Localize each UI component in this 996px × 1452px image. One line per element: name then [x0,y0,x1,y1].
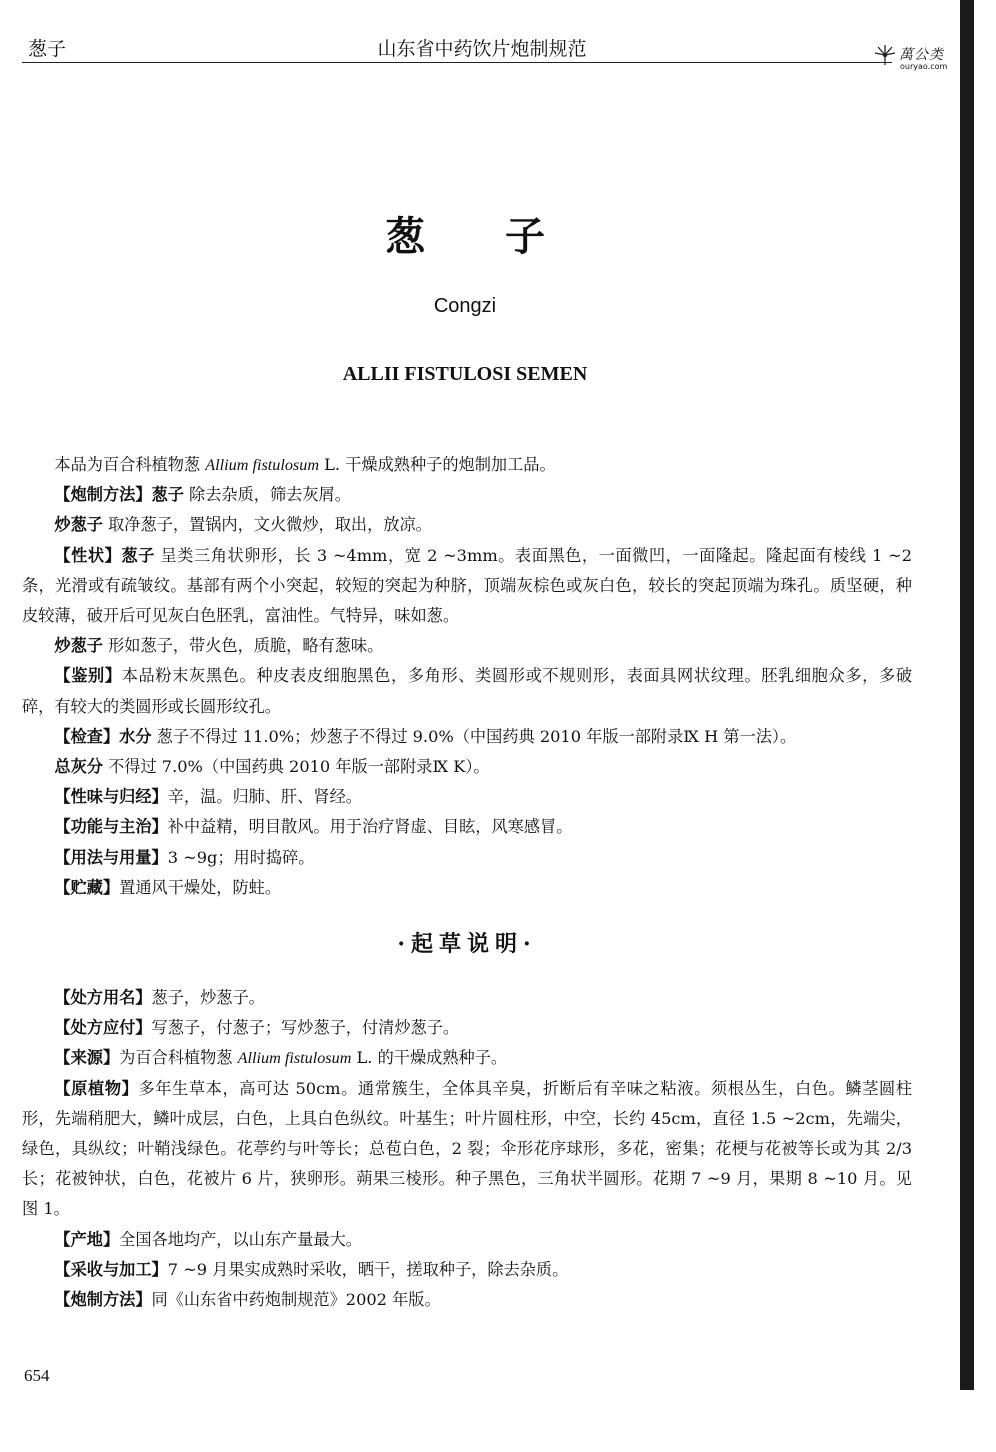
characteristics: 【性状】葱子 呈类三角状卵形，长 3 ~4mm，宽 2 ~3mm。表面黑色，一面微凹，一面隆起。隆起面有棱线 1 ~2 条，光滑或有疏皱纹。基部有两个小突起，较短的突起为种脐，顶端灰棕色或灰白色，较长的突起顶端为珠孔。质坚硬，种皮较薄，破开后可见灰白色胚乳，富油性。气特异，味如葱。 [22,545,913,626]
pinyin-name: Congzi [433,295,497,317]
harvest-processing: 【采收与加工】7 ~9 月果实成熟时采收，晒干，搓取种子，除去杂质。 [54,1259,569,1279]
header-book-title: 山东省中药饮片炮制规范 [377,38,587,60]
storage: 【贮藏】置通风干燥处，防蛀。 [54,877,282,897]
source: 【来源】为百合科植物葱 Allium fistulosum L. 的干燥成熟种子。 [54,1048,508,1068]
monograph-body [22,450,912,1315]
inspection-moisture: 【检查】水分 葱子不得过 11.0%；炒葱子不得过 9.0%（中国药典 2010 年版一部附录Ⅸ H 第一法）。 [54,726,797,746]
logo-url: ouryao.com [900,62,948,71]
usage-dosage: 【用法与用量】3 ~9g；用时捣碎。 [54,847,315,867]
page-number: 654 [24,1366,50,1385]
original-plant: 【原植物】多年生草本，高可达 50cm。通常簇生，全体具辛臭，折断后有辛味之粘液。须根丛生，白色。鳞茎圆柱形，先端稍肥大，鳞叶成层，白色，上具白色纵纹。叶基生；叶片圆柱形，中空，长约 45cm，直径 1.5 ~2cm，先端尖，绿色，具纵纹；叶鞘浅绿色。花葶约与叶等长；总苞白色，2 裂；伞形花序球形，多花，密集；花梗与花被等长或为其 2/3 长；花被钟状，白色，花被片 6 片，狭卵形。蒴果三棱形。种子黑色，三角状半圆形。花期 7 ~9 月，果期 8 ~10 月。见图 1。 [22,1078,913,1219]
nature-meridian: 【性味与归经】辛，温。归肺、肝、肾经。 [54,787,362,807]
latin-name: ALLII FISTULOSI SEMEN [342,363,588,385]
flower-logo-icon [874,44,896,66]
publisher-logo [874,40,964,80]
identification: 【鉴别】本品粉末灰黑色。种皮表皮细胞黑色，多角形、类圆形或不规则形，表面具网状纹理。胚乳细胞众多，多破碎，有较大的类圆形或长圆形纹孔。 [22,666,913,716]
prescription-names: 【处方用名】葱子，炒葱子。 [54,988,265,1008]
intro-paragraph: 本品为百合科植物葱 Allium fistulosum L. 干燥成熟种子的炮制加工品。 [54,455,556,474]
processing-reference: 【炮制方法】同《山东省中药炮制规范》2002 年版。 [54,1290,441,1310]
running-header [22,34,948,71]
scan-edge-bar [960,0,974,1390]
logo-text: 萬公类 [899,47,944,63]
origin: 【产地】全国各地均产，以山东产量最大。 [54,1229,362,1249]
latin-species: Allium fistulosum [237,1049,352,1068]
processing-method: 【炮制方法】葱子 除去杂质，筛去灰屑。 [54,485,351,505]
prescription-dispensing: 【处方应付】写葱子，付葱子；写炒葱子，付清炒葱子。 [54,1018,460,1038]
header-rule [22,62,892,63]
stir-fried-method: 炒葱子 取净葱子，置锅内，文火微炒，取出，放凉。 [54,515,432,535]
functions-indications: 【功能与主治】补中益精，明目散风。用于治疗肾虚、目眩，风寒感冒。 [54,817,573,837]
characteristics-fried: 炒葱子 形如葱子，带火色，质脆，略有葱味。 [54,636,384,656]
drafting-notes-heading: ·起草说明· [397,931,537,958]
header-section-name: 葱子 [28,38,67,60]
latin-species: Allium fistulosum [205,456,320,474]
page-title: 葱子 [385,213,625,260]
inspection-ash: 总灰分 不得过 7.0%（中国药典 2010 年版一部附录Ⅸ K）。 [54,757,490,777]
